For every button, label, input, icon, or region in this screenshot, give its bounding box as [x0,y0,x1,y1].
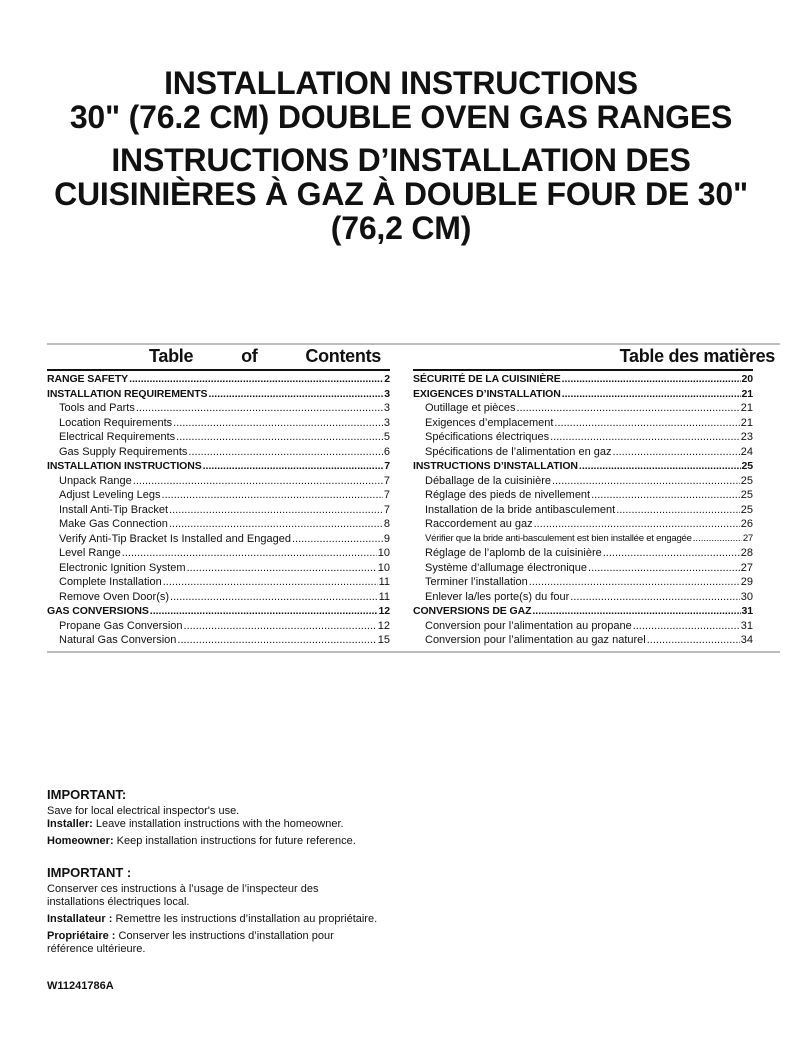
toc-entry [413,604,753,619]
toc-entry [413,575,753,590]
toc-english-list [47,372,390,648]
toc-entry-page: 7 [383,503,390,516]
toc-entry-label: CONVERSIONS DE GAZ [413,605,532,617]
toc-entry-label: Système d’allumage électronique [425,561,588,574]
toc-entry-page: 29 [740,576,753,588]
important-notice-fr [47,865,467,956]
toc-entry-label: Complete Installation [59,576,162,588]
toc-entry [413,430,753,445]
toc-entry-page: 8 [383,518,390,530]
toc-entry-label: Propane Gas Conversion [59,619,183,632]
toc-entry-page: 25 [741,460,753,472]
title-en-line-1: INSTALLATION INSTRUCTIONS [164,65,638,101]
toc-entry [47,488,390,503]
owner-note-fr [47,930,467,943]
toc-leader-dots [588,561,740,576]
toc-entry [413,590,753,605]
toc-entry-label: Electronic Ignition System [59,561,186,574]
toc-entry-page: 23 [740,431,753,443]
toc-entry-label: INSTALLATION REQUIREMENTS [47,387,208,400]
toc-leader-dots [169,517,383,532]
toc-entry-page: 25 [740,503,753,516]
toc-leader-dots [603,546,740,561]
title-fr-line-1: INSTRUCTIONS D’INSTALLATION DES [111,142,691,178]
toc-entry [47,372,390,387]
toc-entry-label: Electrical Requirements [59,431,176,443]
toc-entry [47,459,390,474]
toc-entry [413,561,753,576]
toc-entry [413,488,753,503]
toc-entry-page: 10 [377,561,390,574]
important-line-1a-fr: Conserver ces instructions à l’usage de l’inspecteur des [47,883,319,895]
toc-entry-page: 6 [383,445,390,458]
toc-entry-label: GAS CONVERSIONS [47,605,149,617]
toc-entry [413,619,753,634]
toc-entry-label: Déballage de la cuisinière [425,474,551,487]
toc-entry [47,401,390,416]
toc-leader-dots [162,488,383,503]
homeowner-note-en [47,835,467,848]
toc-entry [47,590,390,605]
toc-leader-dots [529,575,740,590]
toc-entry [47,416,390,431]
toc-entry-label: Enlever la/les porte(s) du four [425,590,570,603]
toc-leader-dots [554,416,739,431]
toc-entry-label: Spécifications électriques [425,431,550,443]
toc-leader-dots [177,633,376,648]
toc-entry [47,430,390,445]
toc-entry-label: Location Requirements [59,416,173,429]
toc-entry-page: 24 [740,445,753,458]
toc-entry-label: Réglage des pieds de nivellement [425,489,591,501]
toc-entry-label: Conversion pour l’alimentation au propane [425,619,632,632]
toc-entry-page: 5 [383,431,390,443]
toc-entry-page: 3 [383,416,390,429]
toc-leader-dots [208,387,383,402]
toc-leader-dots [693,532,742,547]
toc-entry [413,503,753,518]
toc-entry-page: 7 [383,489,390,501]
owner-label-fr: Propriétaire : [47,930,116,942]
toc-entry [413,459,753,474]
homeowner-label-en: Homeowner: [47,835,114,847]
toc-entry [413,546,753,561]
toc-entry-label: Outillage et pièces [425,402,516,414]
toc-leader-dots [133,474,383,489]
toc-entry [413,517,753,532]
toc-entry-label: Conversion pour l’alimentation au gaz naturel [425,634,646,646]
toc-leader-dots [532,604,740,619]
toc-leader-dots [579,459,741,474]
toc-entry-label: Unpack Range [59,474,132,487]
toc-entry [47,575,390,590]
toc-entry-page: 31 [740,619,753,632]
important-line-1b-fr: installations électriques local. [47,896,190,908]
toc-entry [47,387,390,402]
toc-entry-page: 21 [740,416,753,429]
installer-text-en: Leave installation instructions with the homeowner. [92,818,344,830]
toc-leader-dots [633,619,740,634]
toc-entry-page: 30 [740,590,753,603]
toc-entry-label: Spécifications de l’alimentation en gaz [425,445,612,458]
toc-leader-dots [188,445,382,460]
toc-entry-page: 10 [377,547,390,559]
important-title-fr: IMPORTANT : [47,865,132,880]
toc-entry-page: 21 [741,387,753,400]
toc-leader-dots [550,430,740,445]
installer-text-fr: Remettre les instructions d’installation au propriétaire. [112,913,378,925]
toc-entry [47,546,390,561]
toc-entry-label: INSTALLATION INSTRUCTIONS [47,460,202,472]
toc-entry-page: 7 [383,474,390,487]
toc-entry-label: Verify Anti-Tip Bracket Is Installed and Engaged [59,532,291,545]
toc-entry-page: 12 [377,619,390,632]
toc-leader-dots [613,445,740,460]
toc-leader-dots [170,590,378,605]
toc-leader-dots [136,401,383,416]
toc-leader-dots [647,633,740,648]
toc-entry-page: 31 [741,605,753,617]
toc-entry-page: 28 [740,547,753,559]
toc-english-underline [47,369,390,371]
toc-entry [413,532,753,547]
toc-leader-dots [616,503,740,518]
toc-entry [413,445,753,460]
toc-leader-dots [169,503,383,518]
document-code: W11241786A [47,980,114,992]
toc-entry-label: Exigences d’emplacement [425,416,554,429]
toc-entry-page: 25 [740,489,753,501]
toc-entry-page: 12 [378,605,390,617]
toc-entry-label: Terminer l’installation [425,576,528,588]
toc-entry-page: 11 [378,576,390,588]
toc-entry-label: Gas Supply Requirements [59,445,188,458]
toc-french [413,345,775,648]
toc-entry-label: Tools and Parts [59,402,135,414]
toc-entry-page: 21 [740,402,753,414]
toc-entry [413,387,753,402]
toc-entry [47,561,390,576]
toc-entry-label: EXIGENCES D’INSTALLATION [413,387,561,400]
owner-note-fr-cont: référence ultérieure. [47,943,146,955]
installer-note-fr [47,913,467,926]
toc-entry-label: Adjust Leveling Legs [59,489,161,501]
owner-text-a-fr: Conserver les instructions d’installation pour [115,930,334,942]
toc-leader-dots [562,387,741,402]
document-title [0,66,802,245]
toc-leader-dots [184,619,377,634]
toc-heading-word-2: of [241,346,258,366]
toc-entry-label: Level Range [59,547,121,559]
toc-leader-dots [552,474,740,489]
toc-leader-dots [122,546,377,561]
toc-entry-label: Make Gas Connection [59,518,168,530]
toc-leader-dots [176,430,383,445]
toc-entry-page: 34 [740,634,753,646]
toc-french-heading: Table des matières [619,346,775,366]
toc-leader-dots [203,459,384,474]
toc-entry-page: 26 [740,518,753,530]
important-title-en: IMPORTANT: [47,787,127,802]
toc-leader-dots [570,590,739,605]
toc-entry-label: INSTRUCTIONS D’INSTALLATION [413,460,578,472]
toc-heading-word-1: Table [149,346,194,366]
toc-entry-page: 3 [383,402,390,414]
toc-leader-dots [562,372,741,387]
toc-entry-page: 2 [384,373,390,385]
toc-entry-page: 9 [383,532,390,545]
toc-entry-page: 25 [740,474,753,487]
toc-entry-label: Remove Oven Door(s) [59,590,170,603]
toc-leader-dots [187,561,377,576]
toc-entry-page: 3 [384,387,390,400]
toc-entry [413,372,753,387]
toc-leader-dots [517,401,740,416]
toc-english-heading [149,345,381,367]
toc-entry-label: Réglage de l’aplomb de la cuisinière [425,547,602,559]
toc-french-list [413,372,753,648]
toc-entry-label: SÉCURITÉ DE LA CUISINIÈRE [413,373,561,385]
toc-entry [47,532,390,547]
toc-entry [47,604,390,619]
toc-entry-label: Installation de la bride antibasculement [425,503,616,516]
toc-entry-label: Install Anti-Tip Bracket [59,503,169,516]
toc-entry [47,474,390,489]
toc-entry-page: 27 [740,561,753,574]
toc-leader-dots [292,532,383,547]
toc-entry [47,503,390,518]
toc-leader-dots [591,488,740,503]
toc-entry-label: Vérifier que la bride anti-basculement est bien installée et engagée [425,532,692,544]
toc-entry [47,633,390,648]
installer-label-en: Installer: [47,818,93,830]
title-en-line-2: 30" (76.2 CM) DOUBLE OVEN GAS RANGES [69,99,733,135]
toc-heading-word-3: Contents [305,346,381,366]
toc-entry [413,401,753,416]
toc-entry [47,445,390,460]
title-fr-line-3: (76,2 CM) [330,210,472,246]
important-notice-en [47,787,467,848]
toc-leader-dots [534,517,740,532]
toc-french-underline [413,369,753,371]
toc-leader-dots [163,575,378,590]
homeowner-text-en: Keep installation instructions for future reference. [113,835,356,847]
toc-entry-page: 15 [377,634,390,646]
installer-label-fr: Installateur : [47,913,113,925]
toc-entry [413,633,753,648]
toc-entry [47,517,390,532]
toc-entry-label: Natural Gas Conversion [59,634,177,646]
toc-entry [47,619,390,634]
toc-entry-page: 20 [741,373,753,385]
toc-leader-dots [173,416,383,431]
toc-english [47,345,390,648]
toc-entry-label: RANGE SAFETY [47,373,129,385]
toc-entry [413,416,753,431]
toc-leader-dots [129,372,383,387]
title-fr-line-2: CUISINIÈRES À GAZ À DOUBLE FOUR DE 30" [54,176,748,212]
installer-note-en [47,818,467,831]
toc-entry-page: 27 [742,532,753,544]
toc-entry-page: 11 [378,590,390,603]
toc-entry-label: Raccordement au gaz [425,518,533,530]
toc-entry-page: 7 [384,460,390,472]
toc-entry [413,474,753,489]
toc-leader-dots [150,604,378,619]
important-line-1-en: Save for local electrical inspector's use. [47,805,240,817]
toc-bottom-rule [47,651,780,653]
